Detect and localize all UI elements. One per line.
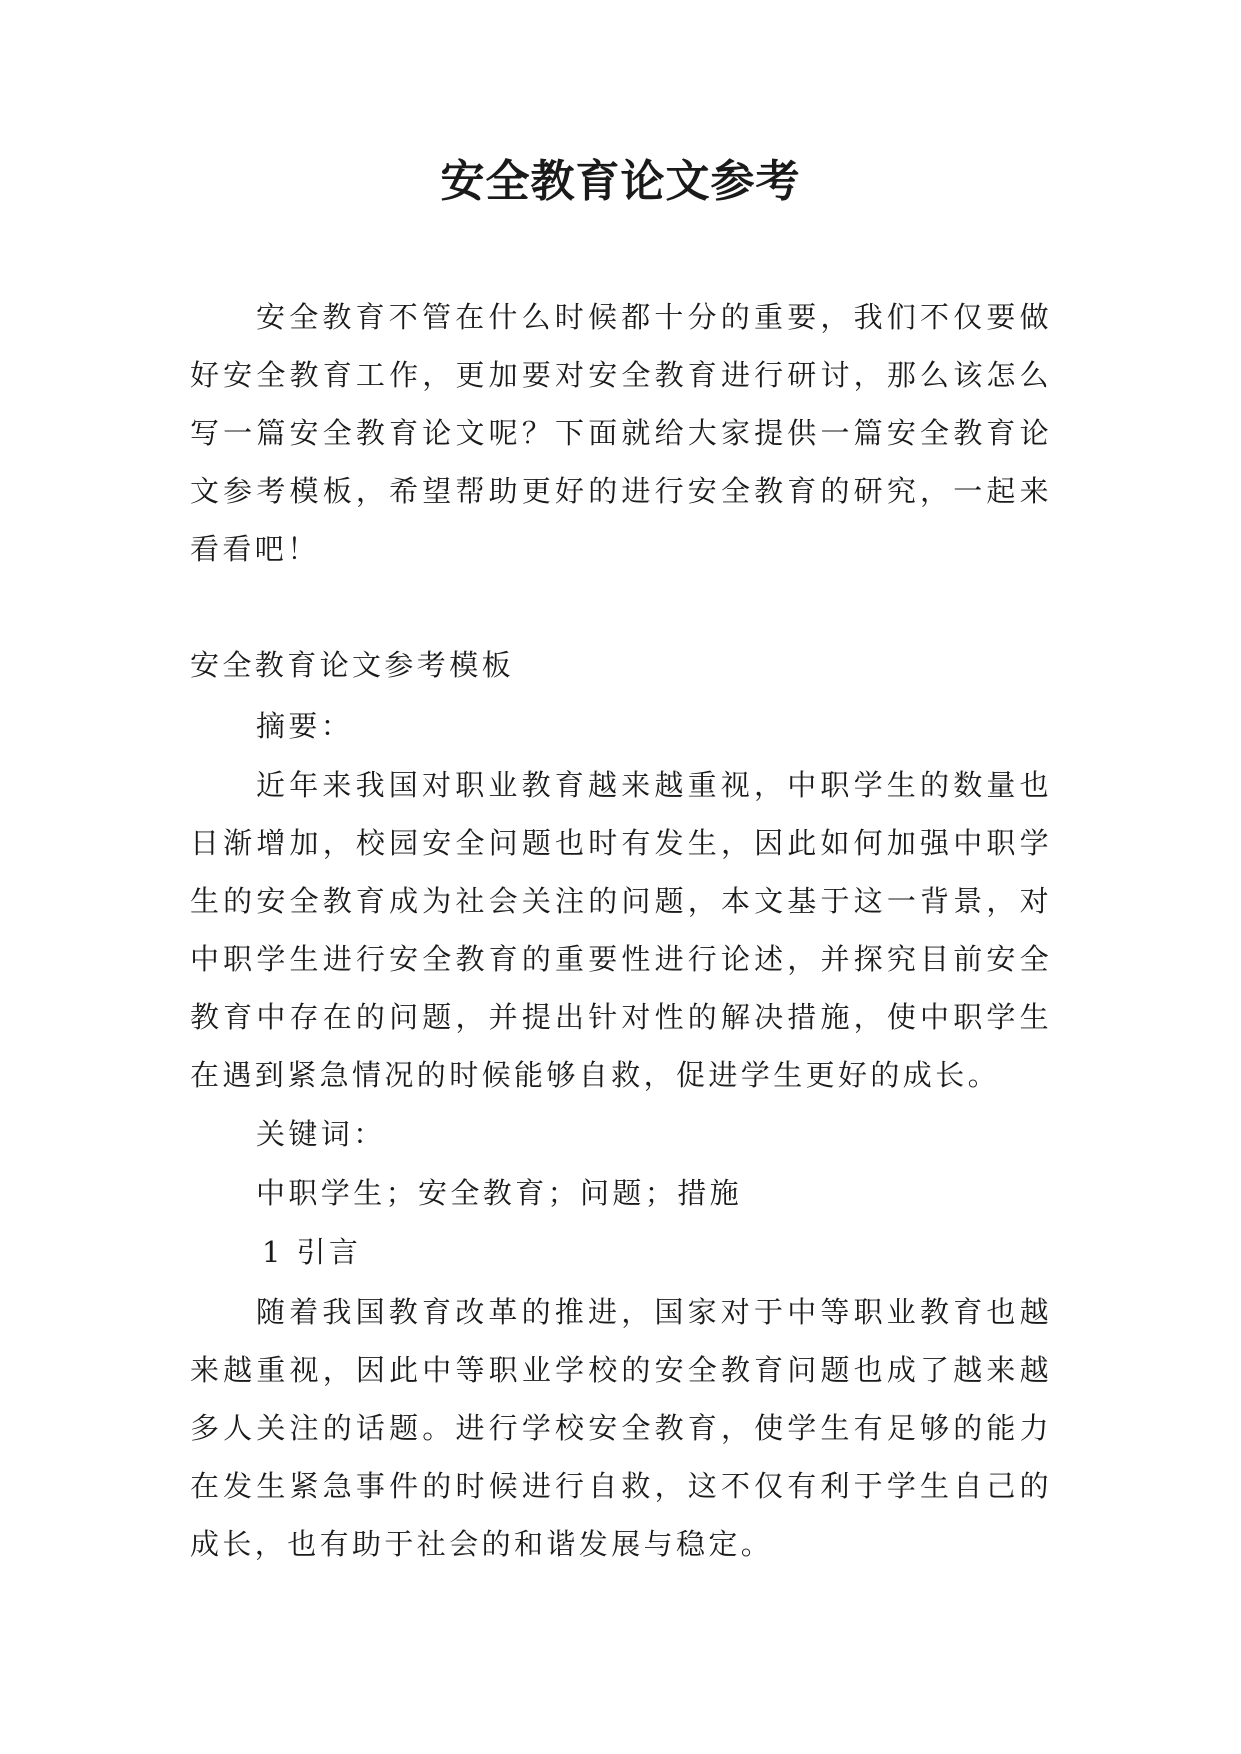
document-title: 安全教育论文参考: [440, 156, 801, 207]
abstract-paragraph: 近年来我国对职业教育越来越重视，中职学生的数量也日渐增加，校园安全问题也时有发生，因此如何加强中职学生的安全教育成为社会关注的问题，本文基于这一背景，对中职学生进行安全教育的重要性进行论述，并探究目前安全教育中存在的问题，并提出针对性的解决措施，使中职学生在遇到紧急情况的时候能够自救，促进学生更好的成长。: [190, 768, 1052, 1092]
intro-paragraph: 安全教育不管在什么时候都十分的重要，我们不仅要做好安全教育工作，更加要对安全教育进行研讨，那么该怎么写一篇安全教育论文呢？下面就给大家提供一篇安全教育论文参考模板，希望帮助更好的进行安全教育的研究，一起来看看吧！: [190, 300, 1052, 566]
keywords-label: 关键词：: [256, 1117, 386, 1151]
abstract-label: 摘要：: [256, 709, 354, 743]
keywords-text: 中职学生；安全教育；问题；措施: [256, 1176, 743, 1210]
intro-section-paragraph: 随着我国教育改革的推进，国家对于中等职业教育也越来越重视，因此中等职业学校的安全教育问题也成了越来越多人关注的话题。进行学校安全教育，使学生有足够的能力在发生紧急事件的时候进行自救，这不仅有利于学生自己的成长，也有助于社会的和谐发展与稳定。: [190, 1295, 1052, 1561]
intro-section-heading: 1 引言: [262, 1235, 362, 1269]
section-heading: 安全教育论文参考模板: [190, 648, 515, 682]
